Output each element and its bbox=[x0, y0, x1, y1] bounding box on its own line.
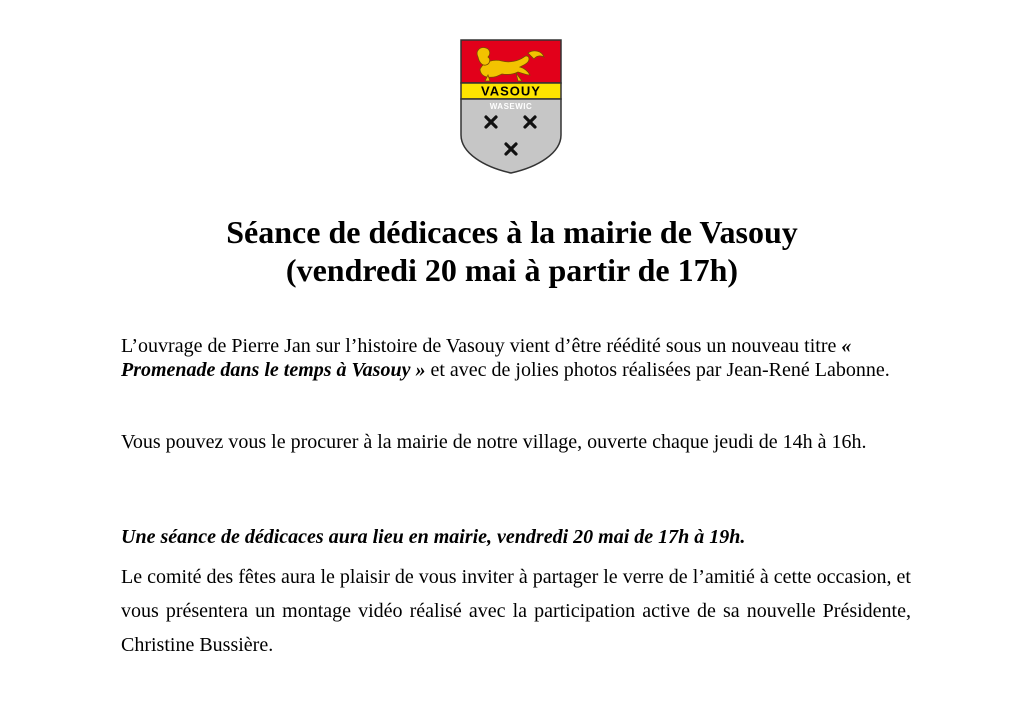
book-title: « Promenade dans le temps à Vasouy » bbox=[121, 335, 852, 381]
crest-banner-text: VASOUY bbox=[481, 83, 541, 99]
title-line-1: Séance de dédicaces à la mairie de Vasouy bbox=[226, 214, 798, 250]
paragraph-festival-committee: Le comité des fêtes aura le plaisir de vous inviter à partager le verre de l’amitié à cette occasion, et vous présentera un montage vidéo réalisé avec la participation active de sa nouvelle Présidente, Christine Bussière. bbox=[121, 566, 911, 656]
paragraph-where-to-buy: Vous pouvez vous le procurer à la mairie de notre village, ouverte chaque jeudi de 14h à 16h. bbox=[121, 431, 867, 453]
title-line-2: (vendredi 20 mai à partir de 17h) bbox=[285, 252, 739, 288]
paragraph-1-after: et avec de jolies photos réalisées par Jean-René Labonne. bbox=[425, 359, 890, 381]
vasouy-coat-of-arms-logo bbox=[458, 37, 564, 175]
crest-subtitle-text: WASEWIC bbox=[489, 102, 533, 111]
page-title bbox=[0, 213, 1024, 289]
paragraph-1-before: L’ouvrage de Pierre Jan sur l’histoire de Vasouy vient d’être réédité sous un nouveau titre bbox=[121, 335, 842, 357]
paragraph-signing-session: Une séance de dédicaces aura lieu en mairie, vendredi 20 mai de 17h à 19h. bbox=[121, 526, 746, 548]
paragraph-book-announcement bbox=[121, 334, 911, 382]
